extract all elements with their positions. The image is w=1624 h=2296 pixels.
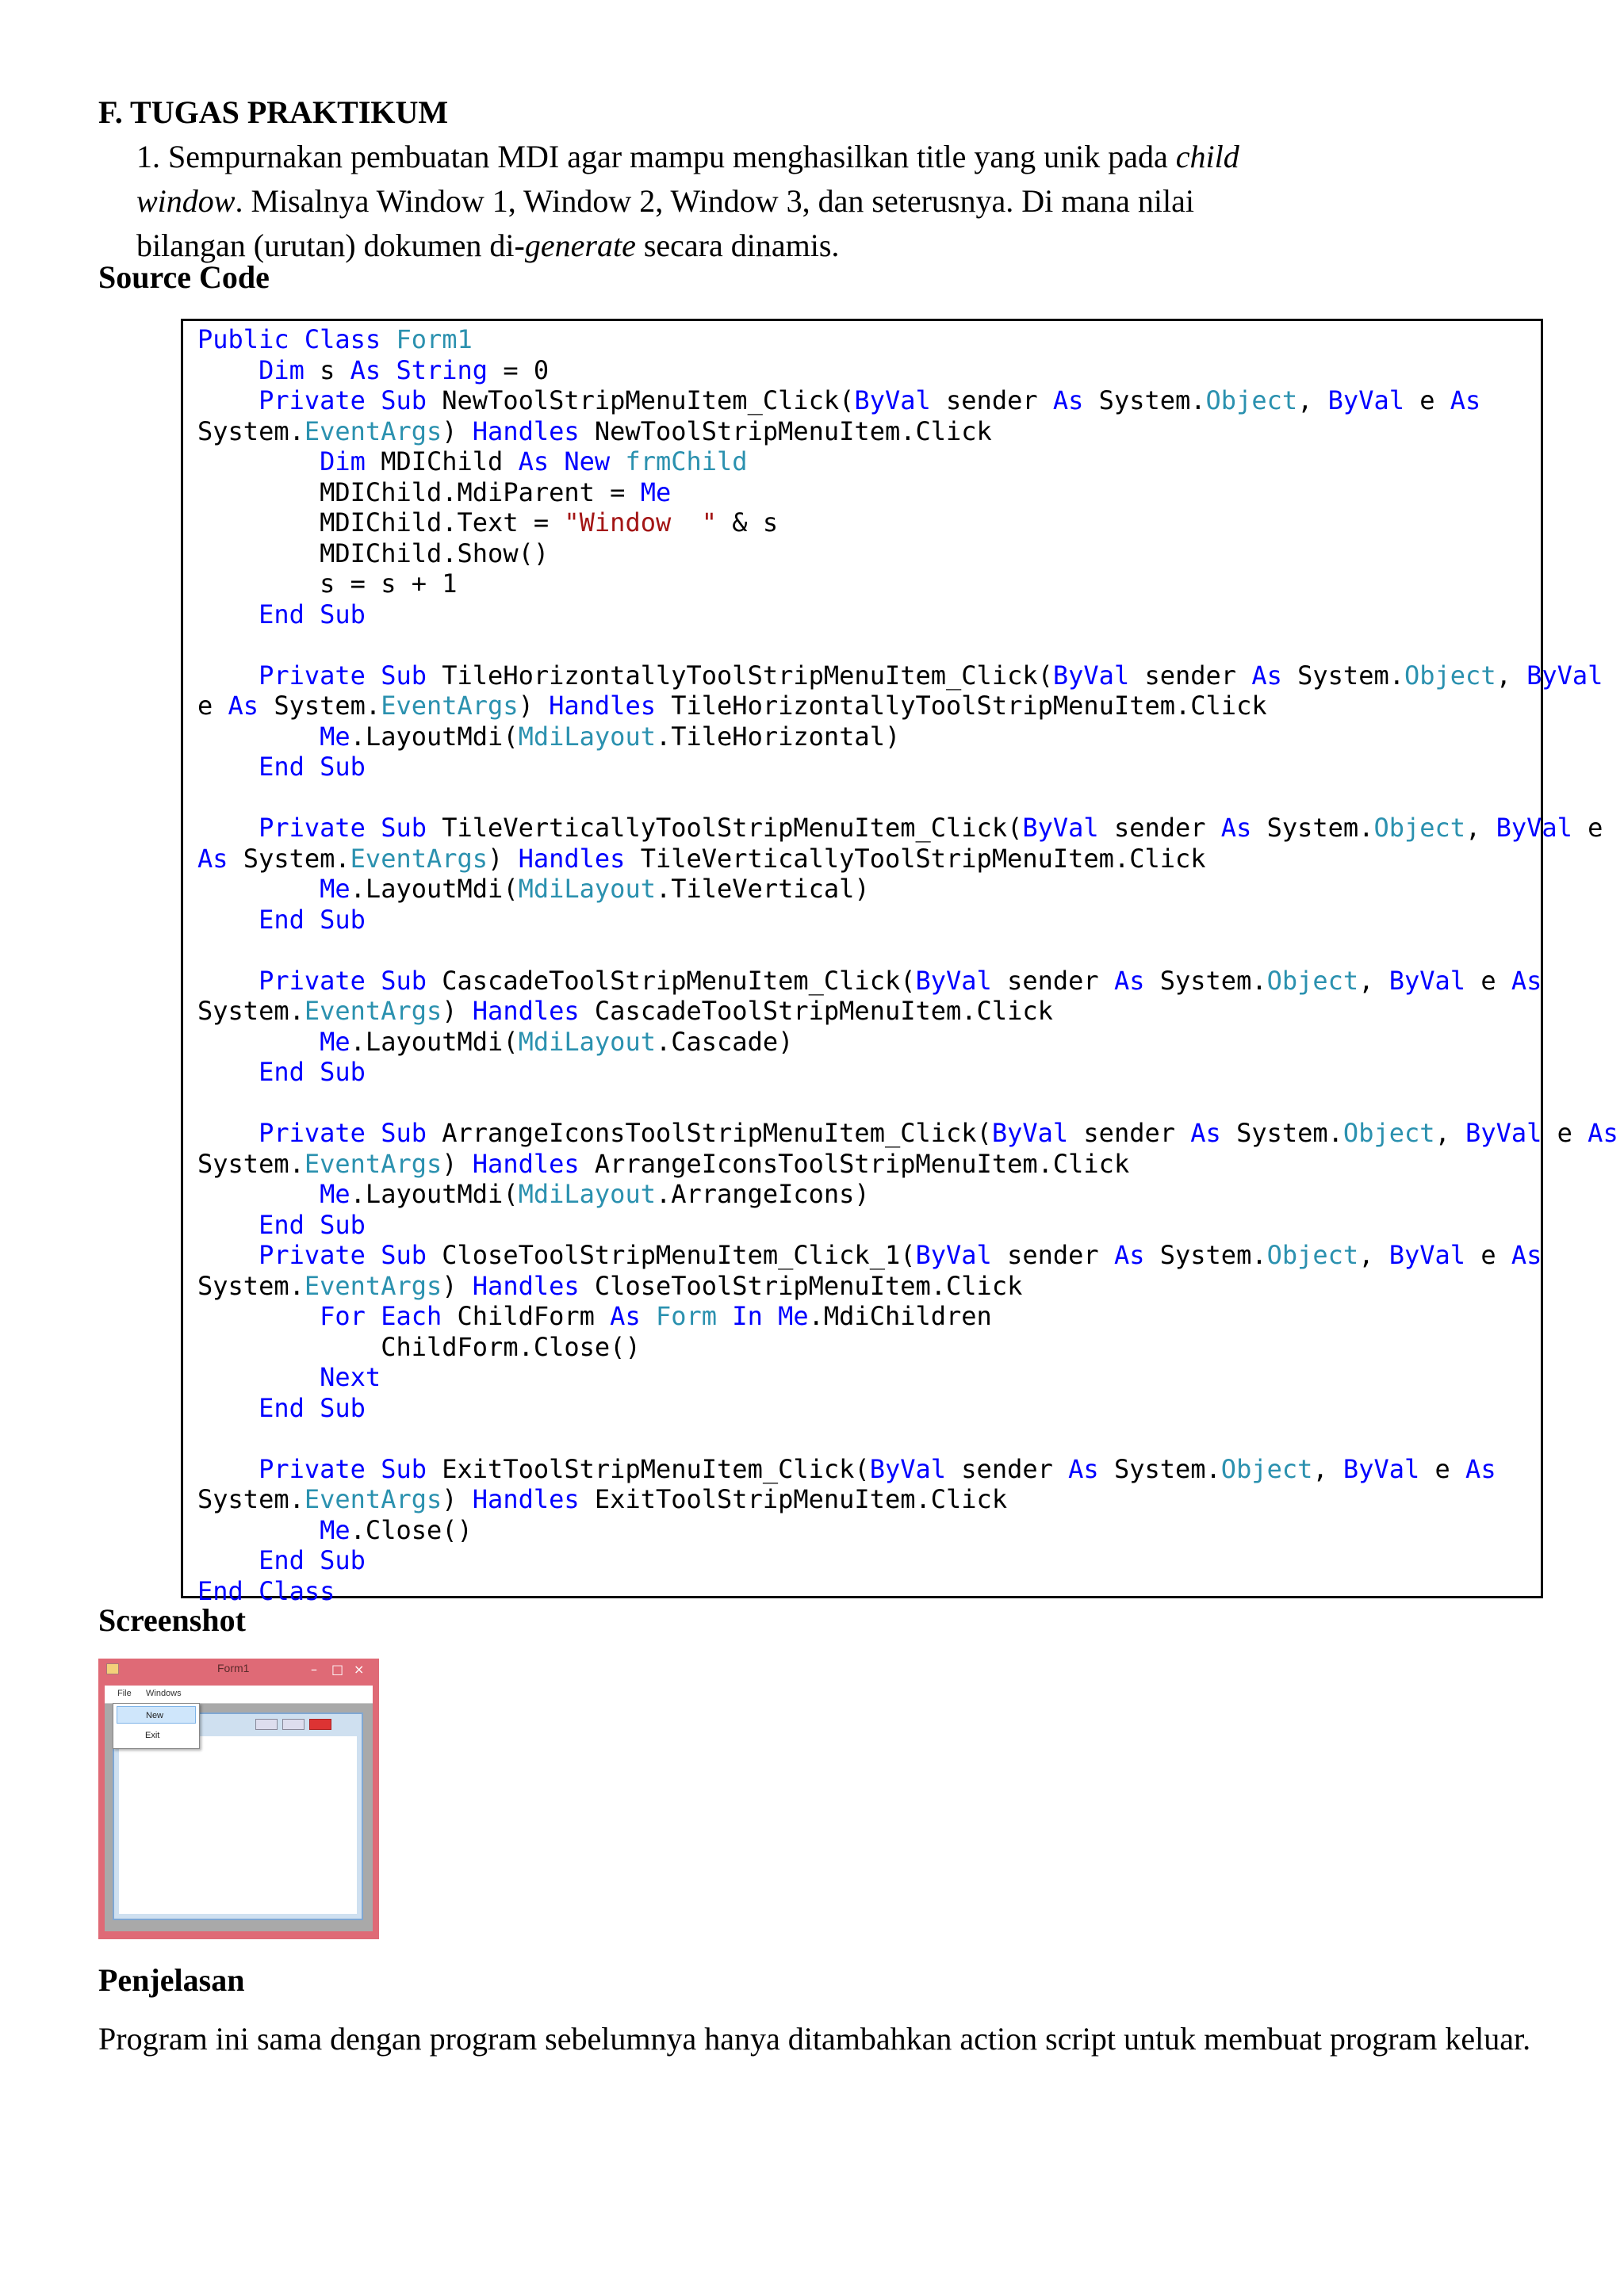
code-line: [197, 1179, 870, 1209]
close-icon[interactable]: ×: [354, 1662, 365, 1677]
code-line: [197, 1454, 1496, 1484]
code-token: ByVal: [1342, 1453, 1420, 1484]
code-token: [641, 1301, 656, 1331]
code-token: [197, 385, 259, 415]
code-token: In Me: [732, 1301, 809, 1331]
code-token: sender: [946, 1453, 1069, 1484]
code-token: [197, 752, 259, 782]
code-token: [197, 355, 259, 385]
code-token: Object: [1266, 1240, 1359, 1270]
code-line: [197, 1149, 1129, 1179]
code-token: [197, 660, 259, 691]
code-token: e: [1419, 1453, 1466, 1484]
menu-windows[interactable]: Windows: [146, 1689, 182, 1698]
code-token: As: [1511, 1240, 1542, 1270]
code-token: Private Sub: [259, 1118, 427, 1148]
task-italic: generate: [524, 228, 636, 263]
task-line-1: [136, 135, 1326, 179]
code-token: ,: [1465, 813, 1496, 843]
code-token: For Each: [320, 1301, 442, 1331]
code-token: "Window ": [564, 507, 718, 538]
code-token: ByVal: [854, 385, 931, 415]
code-token: Form1: [396, 324, 473, 354]
code-token: EventArgs: [304, 415, 442, 446]
code-token: As: [1052, 385, 1084, 415]
task-text: 1. Sempurnakan pembuatan MDI agar mampu menghasilkan title yang unik pada: [136, 139, 1176, 174]
code-token: System.: [228, 843, 350, 874]
window-title: Form1: [217, 1662, 250, 1674]
code-token: sender: [1068, 1118, 1191, 1148]
code-token: sender: [930, 385, 1053, 415]
code-token: ChildForm.Close(): [197, 1331, 641, 1362]
code-token: [197, 1393, 259, 1423]
code-token: Handles: [472, 1270, 580, 1301]
code-line: [197, 416, 992, 446]
code-token: sender: [1098, 813, 1221, 843]
code-token: End Sub: [259, 1209, 366, 1240]
code-line: [197, 1301, 992, 1331]
code-token: ): [442, 415, 473, 446]
code-line: [197, 1118, 1618, 1148]
task-line-3: [136, 224, 1326, 268]
code-token: Private Sub: [259, 1453, 427, 1484]
code-token: ): [518, 691, 550, 721]
code-token: [197, 813, 259, 843]
code-token: s = s + 1: [197, 568, 458, 599]
code-token: e: [1572, 813, 1603, 843]
explanation-heading: Penjelasan: [98, 1962, 245, 1998]
code-token: As: [1588, 1118, 1618, 1148]
code-token: TileHorizontallyToolStripMenuItem_Click(: [426, 660, 1053, 691]
code-token: .Cascade): [655, 1026, 794, 1057]
code-line: [197, 1332, 641, 1362]
menu-file[interactable]: File: [117, 1689, 132, 1698]
code-token: ,: [1312, 1453, 1343, 1484]
code-token: .LayoutMdi(: [350, 874, 519, 904]
code-token: ByVal: [915, 965, 992, 996]
code-token: .LayoutMdi(: [350, 721, 519, 752]
mdi-client-area: [105, 1686, 373, 1931]
code-token: End Sub: [259, 599, 366, 629]
code-line: [197, 446, 748, 476]
code-token: As: [610, 1301, 641, 1331]
menu-item-exit[interactable]: Exit: [145, 1731, 160, 1740]
code-token: e: [1404, 385, 1450, 415]
code-line: [197, 752, 366, 782]
code-token: As: [1068, 1453, 1099, 1484]
code-token: Me: [320, 874, 350, 904]
code-line: [197, 1545, 366, 1575]
code-token: As: [1113, 965, 1145, 996]
code-token: EventArgs: [350, 843, 488, 874]
code-token: [197, 1515, 320, 1545]
code-token: Object: [1266, 965, 1359, 996]
task-line-2: [136, 179, 1326, 224]
code-token: ,: [1358, 965, 1389, 996]
maximize-icon[interactable]: □: [331, 1662, 344, 1677]
code-token: .Close(): [350, 1514, 473, 1545]
code-token: [197, 1118, 259, 1148]
code-line: [197, 996, 1053, 1026]
code-token: Handles: [549, 691, 656, 721]
code-token: TileVerticallyToolStripMenuItem_Click(: [426, 813, 1023, 843]
code-line: [197, 1484, 1007, 1514]
code-token: Next: [320, 1362, 381, 1392]
code-token: NewToolStripMenuItem_Click(: [426, 385, 855, 415]
code-token: ExitToolStripMenuItem.Click: [579, 1484, 1008, 1514]
code-line: [197, 660, 1603, 691]
code-line: [197, 1057, 366, 1087]
code-line: [197, 905, 366, 935]
code-token: End Sub: [259, 1392, 366, 1423]
code-token: System.: [1144, 965, 1267, 996]
code-token: As: [1113, 1240, 1145, 1270]
code-token: Object: [1373, 813, 1466, 843]
code-block: [181, 319, 1618, 1606]
code-token: EventArgs: [381, 691, 519, 721]
code-token: MdiLayout: [518, 874, 656, 904]
code-token: As: [1511, 965, 1542, 996]
code-token: System.: [1144, 1240, 1267, 1270]
screenshot-image: [98, 1659, 379, 1939]
code-token: & s: [717, 507, 779, 538]
code-token: [197, 1179, 320, 1209]
code-token: CascadeToolStripMenuItem.Click: [579, 996, 1053, 1026]
code-token: TileVerticallyToolStripMenuItem.Click: [625, 843, 1206, 874]
code-token: .MdiChildren: [808, 1301, 992, 1331]
child-maximize-icon[interactable]: [282, 1719, 304, 1730]
menu-item-new[interactable]: New: [117, 1706, 196, 1724]
code-token: Private Sub: [259, 660, 427, 691]
code-token: System.: [259, 691, 381, 721]
code-token: [197, 1454, 259, 1484]
code-token: System.: [1083, 385, 1206, 415]
screenshot-heading: Screenshot: [98, 1602, 246, 1638]
code-token: ByVal: [1327, 385, 1404, 415]
code-token: MDIChild.MdiParent =: [197, 476, 641, 507]
code-token: [197, 1362, 320, 1392]
app-icon: [106, 1663, 119, 1674]
code-token: [197, 446, 320, 476]
code-token: End Class: [197, 1575, 335, 1606]
code-line: [197, 568, 458, 599]
code-token: Handles: [472, 1148, 580, 1179]
code-token: System.: [1281, 660, 1404, 691]
menu-bar: [105, 1686, 373, 1704]
code-token: [197, 721, 320, 752]
code-token: System.: [1098, 1453, 1221, 1484]
section-title: F. TUGAS PRAKTIKUM: [98, 94, 449, 130]
code-line: [197, 691, 1267, 721]
explanation-text: Program ini sama dengan program sebelumnya hanya ditambahkan action script untuk membuat program keluar.: [98, 2021, 1531, 2057]
task-text: . Misalnya Window 1, Window 2, Window 3, dan seterusnya. Di mana nilai: [235, 183, 1194, 219]
code-token: e: [197, 691, 228, 721]
file-dropdown-menu: [113, 1703, 200, 1749]
code-token: [197, 1210, 259, 1240]
code-token: System.: [1220, 1118, 1343, 1148]
code-line: [197, 538, 549, 568]
code-token: ByVal: [1496, 813, 1572, 843]
code-token: As: [1190, 1118, 1221, 1148]
code-token: Object: [1205, 385, 1298, 415]
code-token: s: [304, 354, 350, 385]
code-token: CascadeToolStripMenuItem_Click(: [426, 965, 916, 996]
code-token: System.: [1251, 813, 1374, 843]
code-token: Handles: [472, 996, 580, 1026]
code-token: EventArgs: [304, 996, 442, 1026]
code-token: Private Sub: [259, 813, 427, 843]
code-line: [197, 966, 1542, 996]
code-token: .ArrangeIcons): [655, 1179, 870, 1209]
code-token: MDIChild: [365, 446, 519, 476]
code-token: MDIChild.Show(): [197, 538, 550, 568]
code-line: [197, 1210, 366, 1240]
code-token: NewToolStripMenuItem.Click: [579, 415, 992, 446]
code-token: ): [442, 1148, 473, 1179]
code-token: MdiLayout: [518, 1179, 656, 1209]
code-token: ByVal: [1052, 660, 1130, 691]
code-token: ,: [1434, 1118, 1466, 1148]
task-italic: window: [136, 183, 236, 219]
code-token: MDIChild.Text =: [197, 507, 565, 538]
code-token: [197, 1301, 320, 1331]
code-token: e: [1542, 1118, 1588, 1148]
child-window-body: [119, 1736, 357, 1914]
code-line: [197, 813, 1603, 843]
code-token: [717, 1301, 732, 1331]
code-token: ): [442, 1270, 473, 1301]
code-token: ByVal: [1388, 1240, 1466, 1270]
code-token: ): [442, 996, 473, 1026]
code-token: System.: [197, 415, 304, 446]
window-titlebar: [98, 1659, 379, 1686]
code-token: Me: [320, 1026, 350, 1057]
code-line: [197, 324, 473, 354]
code-token: Object: [1220, 1453, 1313, 1484]
code-token: TileHorizontallyToolStripMenuItem.Click: [655, 691, 1267, 721]
code-token: sender: [991, 965, 1114, 996]
code-listing: [197, 324, 1618, 1606]
code-token: ByVal: [991, 1118, 1069, 1148]
code-line: [197, 844, 1206, 874]
code-token: frmChild: [625, 446, 748, 476]
code-token: Me: [320, 721, 350, 752]
code-token: MdiLayout: [518, 721, 656, 752]
code-token: End Sub: [259, 752, 366, 782]
code-token: Object: [1342, 1118, 1435, 1148]
code-token: Object: [1404, 660, 1496, 691]
code-token: sender: [991, 1240, 1114, 1270]
code-token: ByVal: [869, 1453, 947, 1484]
code-token: Handles: [518, 843, 626, 874]
code-token: [197, 1027, 320, 1057]
code-line: [197, 477, 671, 507]
code-line: [197, 599, 366, 629]
code-token: ): [488, 843, 519, 874]
code-token: EventArgs: [304, 1484, 442, 1514]
code-line: [197, 355, 549, 385]
code-token: EventArgs: [304, 1148, 442, 1179]
code-line: [197, 1027, 793, 1057]
code-token: [197, 966, 259, 996]
code-token: As: [197, 843, 228, 874]
code-token: ByVal: [1388, 965, 1466, 996]
code-token: [197, 1545, 259, 1575]
code-token: End Sub: [259, 1057, 366, 1087]
code-token: Dim: [320, 446, 366, 476]
code-token: CloseToolStripMenuItem.Click: [579, 1270, 1023, 1301]
code-token: Private Sub: [259, 385, 427, 415]
code-token: As: [1220, 813, 1252, 843]
task-italic: child: [1175, 139, 1239, 174]
code-token: As String: [350, 354, 488, 385]
code-token: .TileHorizontal): [655, 721, 901, 752]
code-token: Form: [655, 1301, 718, 1331]
task-text: bilangan (urutan) dokumen di-: [136, 228, 525, 263]
child-close-icon[interactable]: [309, 1719, 331, 1730]
code-token: System.: [197, 1484, 304, 1514]
code-line: [197, 1362, 381, 1392]
code-token: Handles: [472, 415, 580, 446]
code-token: Me: [640, 476, 672, 507]
code-token: .LayoutMdi(: [350, 1179, 519, 1209]
code-token: [197, 1057, 259, 1087]
minimize-icon[interactable]: –: [311, 1662, 317, 1677]
code-line: [197, 1393, 366, 1423]
code-token: [197, 1240, 259, 1270]
code-token: Private Sub: [259, 965, 427, 996]
code-token: System.: [197, 996, 304, 1026]
code-token: e: [1465, 1240, 1511, 1270]
code-token: [197, 599, 259, 629]
code-token: Public Class: [197, 324, 396, 354]
code-token: System.: [197, 1148, 304, 1179]
code-token: ,: [1358, 1240, 1389, 1270]
task-item: [136, 135, 1326, 268]
code-token: Dim: [259, 354, 304, 385]
code-token: End Sub: [259, 1545, 366, 1575]
code-token: ArrangeIconsToolStripMenuItem_Click(: [426, 1118, 992, 1148]
task-text: secara dinamis.: [635, 228, 840, 263]
code-token: ByVal: [1465, 1118, 1542, 1148]
code-token: Handles: [472, 1484, 580, 1514]
child-minimize-icon[interactable]: [255, 1719, 278, 1730]
code-token: ByVal: [915, 1240, 992, 1270]
code-line: [197, 507, 778, 538]
code-line: [197, 874, 870, 904]
code-token: As: [1251, 660, 1282, 691]
code-token: = 0: [488, 354, 550, 385]
code-token: End Sub: [259, 904, 366, 935]
code-line: [197, 1271, 1022, 1301]
code-token: ): [442, 1484, 473, 1514]
code-token: ArrangeIconsToolStripMenuItem.Click: [579, 1148, 1130, 1179]
code-token: ChildForm: [442, 1301, 611, 1331]
source-code-heading: Source Code: [98, 259, 270, 295]
code-token: [197, 905, 259, 935]
code-token: EventArgs: [304, 1270, 442, 1301]
code-line: [197, 1240, 1542, 1270]
code-token: .TileVertical): [655, 874, 870, 904]
code-token: CloseToolStripMenuItem_Click_1(: [426, 1240, 916, 1270]
code-token: Me: [320, 1514, 350, 1545]
code-token: MdiLayout: [518, 1026, 656, 1057]
code-token: ,: [1496, 660, 1527, 691]
code-token: System.: [197, 1270, 304, 1301]
code-token: ByVal: [1022, 813, 1099, 843]
code-token: ExitToolStripMenuItem_Click(: [426, 1453, 870, 1484]
code-token: Me: [320, 1179, 350, 1209]
code-token: sender: [1129, 660, 1252, 691]
code-token: .LayoutMdi(: [350, 1026, 519, 1057]
code-token: As: [1450, 385, 1481, 415]
code-token: As New: [518, 446, 611, 476]
code-line: [197, 721, 900, 752]
code-token: [610, 446, 625, 476]
code-token: ,: [1297, 385, 1328, 415]
code-token: As: [1465, 1453, 1496, 1484]
code-token: [197, 874, 320, 904]
code-token: As: [228, 691, 259, 721]
code-token: ByVal: [1526, 660, 1603, 691]
code-line: [197, 1515, 473, 1545]
code-token: e: [1465, 965, 1511, 996]
code-token: Private Sub: [259, 1240, 427, 1270]
code-line: [197, 385, 1480, 415]
